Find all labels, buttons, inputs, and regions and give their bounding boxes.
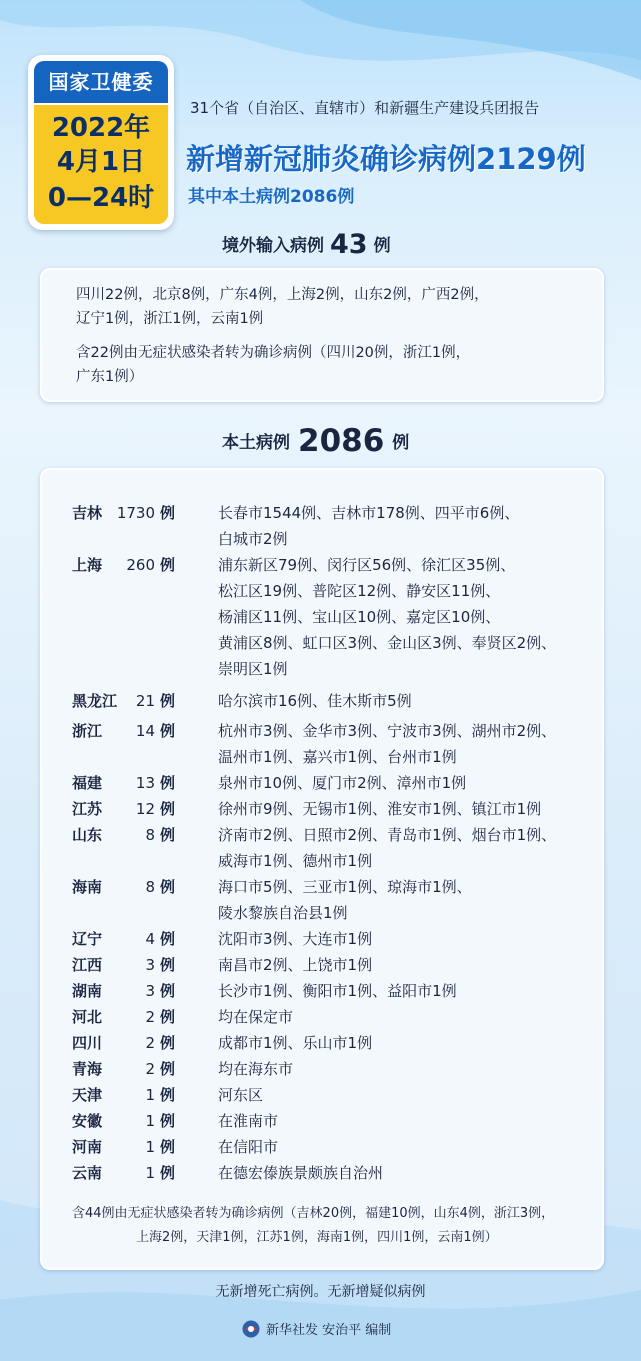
province-row <box>72 552 602 682</box>
province-count: 1730 <box>116 504 155 522</box>
province-name: 山东 <box>72 826 103 844</box>
province-row <box>72 1082 602 1108</box>
province-detail: 在信阳市 <box>218 1138 279 1156</box>
province-detail: 在德宏傣族景颇族自治州 <box>218 1164 384 1182</box>
province-unit: 例 <box>160 774 176 792</box>
province-row <box>72 796 602 822</box>
province-detail: 在淮南市 <box>218 1112 279 1130</box>
province-unit: 例 <box>160 1164 176 1182</box>
province-unit: 例 <box>160 1008 176 1026</box>
imported-panel <box>40 268 604 402</box>
province-detail: 黄浦区8例、虹口区3例、金山区3例、奉贤区2例、 <box>218 634 557 652</box>
province-name: 江西 <box>72 956 103 974</box>
province-count: 2 <box>145 1060 155 1078</box>
imported-line: 辽宁1例，浙江1例，云南1例 <box>76 311 264 327</box>
province-row <box>72 718 602 770</box>
province-name: 四川 <box>72 1034 103 1052</box>
province-detail: 长沙市1例、衡阳市1例、益阳市1例 <box>218 982 457 1000</box>
badge-date: 4月1日 <box>56 147 146 177</box>
subline: 其中本土病例2086例 <box>188 187 355 207</box>
province-name: 上海 <box>72 556 103 574</box>
province-row <box>72 1030 602 1056</box>
local-unit: 例 <box>392 433 410 453</box>
province-name: 黑龙江 <box>72 692 118 710</box>
province-unit: 例 <box>160 504 176 522</box>
province-count: 3 <box>145 982 155 1000</box>
province-name: 河南 <box>72 1138 103 1156</box>
province-count: 12 <box>135 800 155 818</box>
province-unit: 例 <box>160 1086 176 1104</box>
province-count: 2 <box>145 1008 155 1026</box>
province-detail: 徐州市9例、无锡市1例、淮安市1例、镇江市1例 <box>218 800 542 818</box>
province-unit: 例 <box>160 826 176 844</box>
province-count: 21 <box>135 692 155 710</box>
province-row <box>72 688 602 714</box>
imported-line: 广东1例） <box>76 369 144 385</box>
province-detail: 陵水黎族自治县1例 <box>218 904 348 922</box>
imported-line: 含22例由无症状感染者转为确诊病例（四川20例，浙江1例， <box>76 345 471 361</box>
xinhua-logo-icon <box>242 1320 260 1338</box>
imported-count: 43 <box>330 229 368 260</box>
province-unit: 例 <box>160 956 176 974</box>
province-name: 浙江 <box>72 722 103 740</box>
province-name: 福建 <box>72 774 103 792</box>
local-footnote: 上海2例，天津1例，江苏1例，海南1例，四川1例，云南1例） <box>136 1230 498 1245</box>
province-count: 8 <box>145 826 155 844</box>
province-row <box>72 500 602 552</box>
province-unit: 例 <box>160 800 176 818</box>
province-row <box>72 926 602 952</box>
province-name: 云南 <box>72 1164 103 1182</box>
province-detail: 杭州市3例、金华市3例、宁波市3例、湖州市2例、 <box>218 722 557 740</box>
credit-text: 新华社发 安治平 编制 <box>266 1323 392 1338</box>
province-name: 吉林 <box>72 504 103 522</box>
province-detail: 长春市1544例、吉林市178例、四平市6例、 <box>218 504 520 522</box>
local-title-prefix: 本土病例 <box>222 433 290 453</box>
province-count: 1 <box>145 1112 155 1130</box>
province-name: 天津 <box>72 1086 103 1104</box>
imported-line: 四川22例，北京8例，广东4例，上海2例，山东2例，广西2例， <box>76 287 489 303</box>
province-detail: 浦东新区79例、闵行区56例、徐汇区35例、 <box>218 556 516 574</box>
date-badge <box>28 55 174 230</box>
province-detail: 济南市2例、日照市2例、青岛市1例、烟台市1例、 <box>218 826 557 844</box>
province-row <box>72 1134 602 1160</box>
province-name: 安徽 <box>72 1112 103 1130</box>
badge-org: 国家卫健委 <box>34 61 168 103</box>
province-row <box>72 1160 602 1186</box>
province-detail: 温州市1例、嘉兴市1例、台州市1例 <box>218 748 457 766</box>
province-row <box>72 1056 602 1082</box>
province-detail: 松江区19例、普陀区12例、静安区11例、 <box>218 582 501 600</box>
province-name: 湖南 <box>72 982 103 1000</box>
province-unit: 例 <box>160 722 176 740</box>
badge-date-block <box>34 105 168 224</box>
province-row <box>72 1004 602 1030</box>
province-detail: 崇明区1例 <box>218 660 288 678</box>
province-row <box>72 1108 602 1134</box>
province-detail: 均在保定市 <box>218 1008 294 1026</box>
local-footnote: 含44例由无症状感染者转为确诊病例（吉林20例，福建10例，山东4例，浙江3例， <box>72 1206 555 1221</box>
report-line: 31个省（自治区、直辖市）和新疆生产建设兵团报告 <box>190 99 540 117</box>
province-row <box>72 952 602 978</box>
province-detail: 威海市1例、德州市1例 <box>218 852 373 870</box>
credit <box>242 1318 391 1344</box>
province-unit: 例 <box>160 878 176 896</box>
province-row <box>72 978 602 1004</box>
province-unit: 例 <box>160 982 176 1000</box>
province-detail: 泉州市10例、厦门市2例、漳州市1例 <box>218 774 467 792</box>
province-unit: 例 <box>160 692 176 710</box>
province-count: 8 <box>145 878 155 896</box>
province-row <box>72 874 602 926</box>
province-count: 1 <box>145 1086 155 1104</box>
province-count: 1 <box>145 1138 155 1156</box>
badge-time: 0—24时 <box>47 183 155 213</box>
province-detail: 哈尔滨市16例、佳木斯市5例 <box>218 692 412 710</box>
province-detail: 河东区 <box>218 1086 264 1104</box>
province-count: 2 <box>145 1034 155 1052</box>
province-name: 青海 <box>72 1060 103 1078</box>
local-count: 2086 <box>298 423 385 459</box>
province-detail: 成都市1例、乐山市1例 <box>218 1034 373 1052</box>
province-count: 4 <box>145 930 155 948</box>
province-row <box>72 770 602 796</box>
province-count: 14 <box>135 722 155 740</box>
province-count: 1 <box>145 1164 155 1182</box>
province-unit: 例 <box>160 1034 176 1052</box>
province-row <box>72 822 602 874</box>
province-unit: 例 <box>160 930 176 948</box>
badge-year: 2022年 <box>51 113 151 143</box>
no-new-notice: 无新增死亡病例。无新增疑似病例 <box>215 1284 426 1300</box>
province-unit: 例 <box>160 556 176 574</box>
imported-title-prefix: 境外输入病例 <box>222 236 324 256</box>
province-detail: 沈阳市3例、大连市1例 <box>218 930 373 948</box>
province-unit: 例 <box>160 1112 176 1130</box>
headline: 新增新冠肺炎确诊病例2129例 <box>186 142 586 176</box>
province-detail: 白城市2例 <box>218 530 288 548</box>
province-name: 海南 <box>72 878 103 896</box>
province-count: 3 <box>145 956 155 974</box>
imported-unit: 例 <box>373 236 391 256</box>
province-detail: 杨浦区11例、宝山区10例、嘉定区10例、 <box>218 608 501 626</box>
province-detail: 均在海东市 <box>218 1060 294 1078</box>
province-count: 13 <box>135 774 155 792</box>
province-unit: 例 <box>160 1138 176 1156</box>
province-name: 河北 <box>72 1008 103 1026</box>
province-detail: 南昌市2例、上饶市1例 <box>218 956 373 974</box>
province-unit: 例 <box>160 1060 176 1078</box>
province-name: 辽宁 <box>72 930 103 948</box>
province-name: 江苏 <box>72 800 103 818</box>
province-count: 260 <box>126 556 155 574</box>
local-title <box>222 424 409 458</box>
province-detail: 海口市5例、三亚市1例、琼海市1例、 <box>218 878 472 896</box>
imported-title <box>222 228 391 262</box>
